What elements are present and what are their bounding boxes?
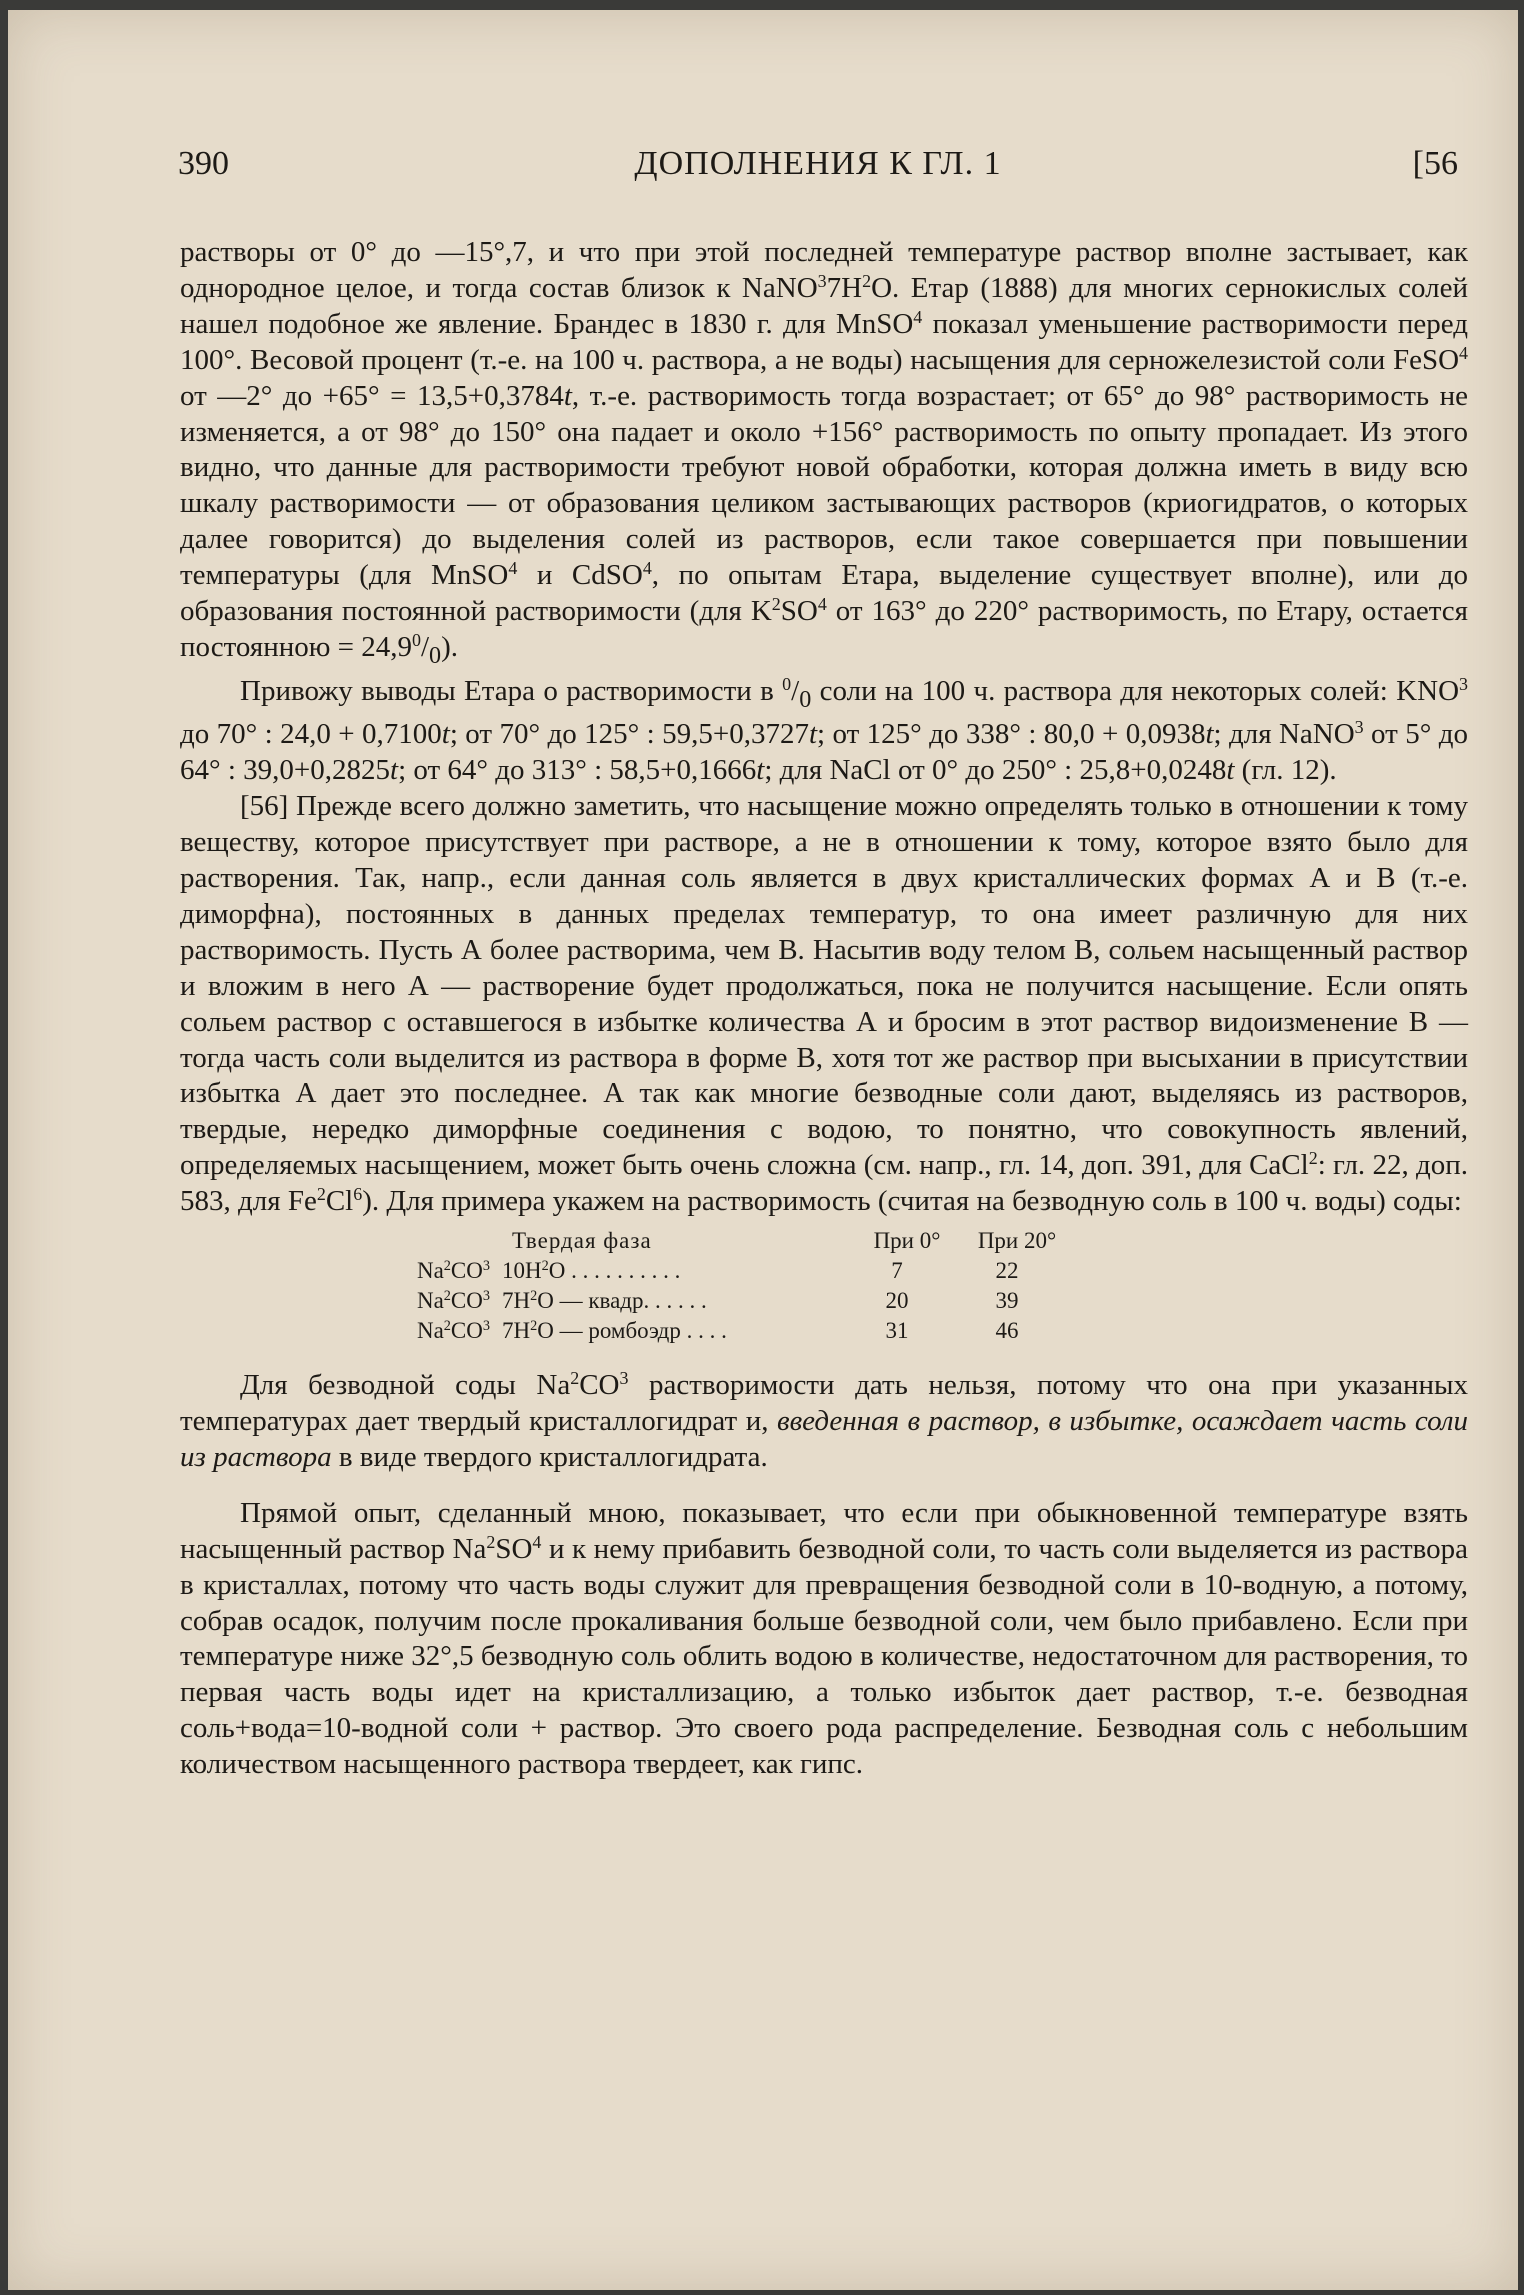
- phase-cell: $7H^2O$ — ромбоэдр . . . .: [502, 1318, 727, 1344]
- page-body: [180, 235, 1468, 1783]
- value-cell: 22: [995, 1258, 1019, 1284]
- formula-cell: $Na^2CO^3$: [416, 1288, 490, 1314]
- table-row: [180, 1256, 1468, 1286]
- page-number: 390: [178, 145, 229, 182]
- column-header: При 20°: [977, 1228, 1057, 1254]
- table-header-row: [180, 1226, 1468, 1256]
- table-row: [180, 1286, 1468, 1316]
- paragraph-5: Прямой опыт, сделанный мною, показывает, что если при обыкновенной температуре взять насыщенный раствор $Na^2SO^4$ и к нему прибавить безводной соли, то часть соли выделяется из раствора в кристаллах, потому что часть воды служит для превращения безводной соли в 10-водную, а потому, собрав осадок, получим после прокаливания больше безводной соли, чем было прибавлено. Если при температуре ниже 32°,5 безводную соль облить водою в количестве, недостаточном для растворения, то первая часть воды идет на кристаллизацию, а только избыток дает раствор, т.-е. безводная соль+вода=10-водной соли + раствор. Это своего рода распределение. Безводная соль с небольшим количеством насыщенного раствора твердеет, как гипс.: [180, 1496, 1468, 1781]
- column-header: При 0°: [873, 1228, 941, 1254]
- column-header: Твердая фаза: [512, 1228, 652, 1254]
- value-cell: 31: [885, 1318, 909, 1344]
- paragraph-3: [56] Прежде всего должно заметить, что насыщение можно определять только в отношении к тому веществу, которое присутствует при растворе, а не в отношении к тому, которое взято было для растворения. Так, напр., если данная соль является в двух кристаллических формах А и В (т.-е. диморфна), постоянных в данных пределах температур, то она имеет различную для них растворимость. Пусть А более растворима, чем В. Насытив воду телом В, сольем насыщенный раствор и вложим в него А — растворение будет продолжаться, пока не получится насыщение. Если опять сольем раствор с оставшегося в избытке количества А и бросим в этот раствор видоизменение В — тогда часть соли выделится из раствора в форме В, хотя тот же раствор при высыхании в присутствии избытка А дает это последнее. А так как многие безводные соли дают, выделяясь из растворов, твердые, нередко диморфные соединения с водою, то понятно, что совокупность явлений, определяемых насыщением, может быть очень сложна (см. напр., гл. 14, доп. 391, для CaCl$^2$: гл. 22, доп. 583, для Fe$^2$Cl$^6$). Для примера укажем на растворимость (считая на безводную соль в 100 ч. воды) соды:: [180, 790, 1468, 1218]
- formula-cell: $Na^2CO^3$: [416, 1258, 490, 1284]
- formula-cell: $Na^2CO^3$: [416, 1318, 490, 1344]
- soda-solubility-table: [180, 1226, 1468, 1346]
- paragraph-4: Для безводной соды $Na^2CO^3$ растворимости дать нельзя, потому что она при указанных температурах дает твердый кристаллогидрат и, введенная в раствор, в избытке, осаждает часть соли из раствора в виде твердого кристаллогидрата.: [180, 1368, 1468, 1473]
- value-cell: 46: [995, 1318, 1019, 1344]
- value-cell: 20: [885, 1288, 909, 1314]
- table-row: [180, 1316, 1468, 1346]
- running-title: ДОПОЛНЕНИЯ К ГЛ. 1: [634, 145, 1002, 182]
- paragraph-1: растворы от 0° до —15°,7, и что при этой последней температуре раствор вполне застывает, как однородное целое, и тогда состав близок к $NaNO^37H^2O$. Етар (1888) для многих сернокислых солей нашел подобное же явление. Брандес в 1830 г. для MnSO$^4$ показал уменьшение растворимости перед 100°. Весовой процент (т.-е. на 100 ч. раствора, а не воды) насыщения для серножелезистой соли FeSO$^4$ от —2° до +65° = 13,5+0,3784t, т.-е. растворимость тогда возрастает; от 65° до 98° растворимость не изменяется, а от 98° до 150° она падает и около +156° растворимость по опыту пропадает. Из этого видно, что данные для растворимости требуют новой обработки, которая должна иметь в виду всю шкалу растворимости — от образования целиком застывающих растворов (криогидратов, о которых далее говорится) до выделения солей из растворов, если такое совершается при повышении температуры (для MnSO$^4$ и CdSO$^4$, по опытам Етара, выделение существует вполне), или до образования постоянной растворимости (для $K^2SO^4$ от 163° до 220° растворимость, по Етару, остается постоянною = $24,9^0/_0$).: [180, 236, 1469, 669]
- value-cell: 39: [995, 1288, 1019, 1314]
- value-cell: 7: [891, 1258, 903, 1284]
- paragraph-2: Привожу выводы Етара о растворимости в $^0/_0$ соли на 100 ч. раствора для некоторых солей: KNO$^3$ до 70° : 24,0 + 0,7100t; от 70° до 125° : 59,5+0,3727t; от 125° до 338° : 80,0 + 0,0938t; для NaNO$^3$ от 5° до 64° : 39,0+0,2825t; от 64° до 313° : 58,5+0,1666t; для NaCl от 0° до 250° : 25,8+0,0248t (гл. 12).: [180, 673, 1469, 787]
- phase-cell: $10H^2O$ . . . . . . . . . .: [502, 1258, 681, 1284]
- phase-cell: $7H^2O$ — квадр. . . . . .: [502, 1288, 707, 1314]
- section-marker: [56: [1412, 145, 1458, 182]
- book-page: [8, 10, 1518, 2290]
- running-header: [168, 145, 1468, 195]
